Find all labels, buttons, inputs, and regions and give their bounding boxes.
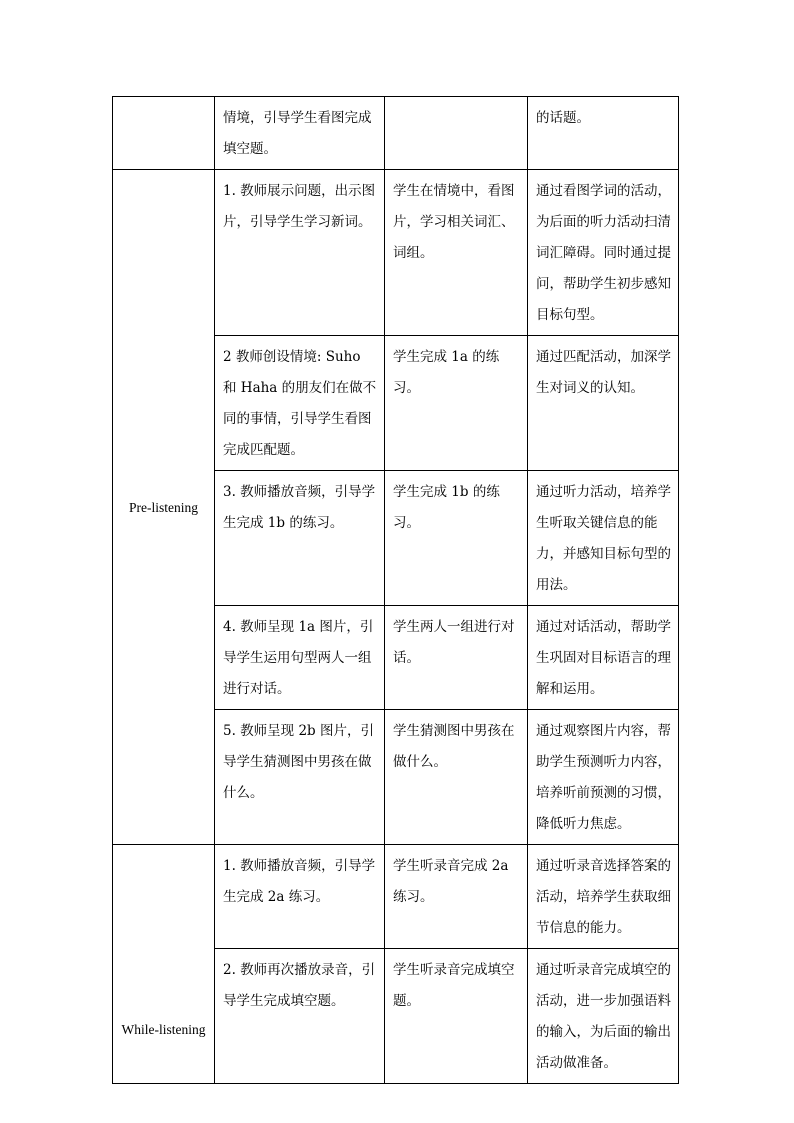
purpose-cell: 通过看图学词的活动，为后面的听力活动扫清词汇障碍。同时通过提问，帮助学生初步感知目标句型。 [528,170,679,336]
teacher-activity-cell: 情境，引导学生看图完成填空题。 [215,97,385,170]
table-row [113,97,679,170]
lesson-plan-table [112,96,679,1084]
table-row [113,845,679,949]
student-activity-cell [385,97,528,170]
teacher-activity-cell: 4. 教师呈现 1a 图片，引导学生运用句型两人一组进行对话。 [215,606,385,710]
student-activity-cell: 学生两人一组进行对话。 [385,606,528,710]
stage-cell-pre-listening: Pre-listening [113,170,215,845]
purpose-cell: 通过观察图片内容，帮助学生预测听力内容，培养听前预测的习惯，降低听力焦虑。 [528,710,679,845]
purpose-cell: 通过对话活动，帮助学生巩固对目标语言的理解和运用。 [528,606,679,710]
teacher-activity-cell: 1. 教师播放音频，引导学生完成 2a 练习。 [215,845,385,949]
teacher-activity-cell: 1. 教师展示问题，出示图片，引导学生学习新词。 [215,170,385,336]
teacher-activity-cell: 2 教师创设情境: Suho 和 Haha 的朋友们在做不同的事情，引导学生看图完成匹配题。 [215,336,385,471]
teacher-activity-cell: 3. 教师播放音频，引导学生完成 1b 的练习。 [215,471,385,606]
student-activity-cell: 学生在情境中，看图片，学习相关词汇、词组。 [385,170,528,336]
purpose-cell: 的话题。 [528,97,679,170]
purpose-cell: 通过听录音选择答案的活动，培养学生获取细节信息的能力。 [528,845,679,949]
student-activity-cell: 学生完成 1a 的练习。 [385,336,528,471]
purpose-cell: 通过听录音完成填空的活动，进一步加强语料的输入，为后面的输出活动做准备。 [528,949,679,1084]
student-activity-cell: 学生完成 1b 的练习。 [385,471,528,606]
student-activity-cell: 学生听录音完成 2a 练习。 [385,845,528,949]
teacher-activity-cell: 2. 教师再次播放录音，引导学生完成填空题。 [215,949,385,1084]
stage-cell [113,97,215,170]
stage-cell-while-listening: While-listening [113,845,215,1084]
student-activity-cell: 学生猜测图中男孩在做什么。 [385,710,528,845]
student-activity-cell: 学生听录音完成填空题。 [385,949,528,1084]
purpose-cell: 通过听力活动，培养学生听取关键信息的能力，并感知目标句型的用法。 [528,471,679,606]
table-row [113,170,679,336]
purpose-cell: 通过匹配活动，加深学生对词义的认知。 [528,336,679,471]
teacher-activity-cell: 5. 教师呈现 2b 图片，引导学生猜测图中男孩在做什么。 [215,710,385,845]
